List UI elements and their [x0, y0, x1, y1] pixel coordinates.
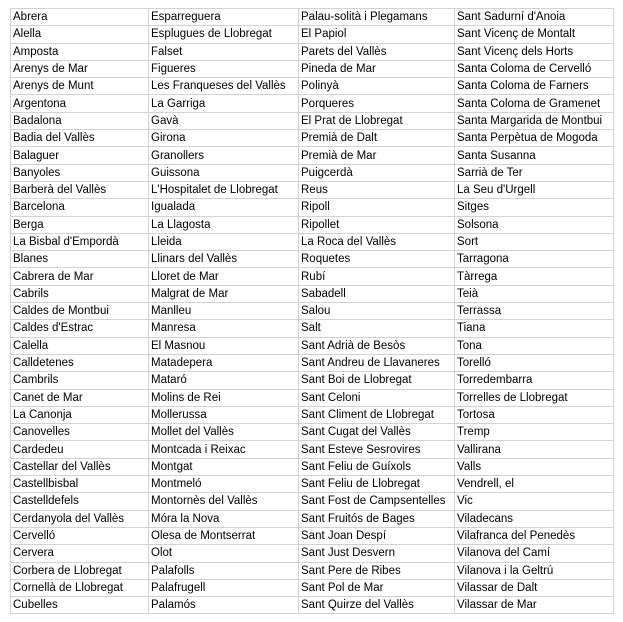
table-row: [11, 441, 614, 458]
table-cell-municipality[interactable]: Premià de Mar: [299, 147, 455, 164]
table-cell-municipality[interactable]: Cervera: [11, 545, 149, 562]
table-cell-municipality[interactable]: L'Hospitalet de Llobregat: [149, 181, 299, 198]
table-cell-municipality[interactable]: Mollet del Vallès: [149, 424, 299, 441]
table-cell-municipality[interactable]: Rubí: [299, 268, 455, 285]
table-cell-municipality[interactable]: Olesa de Montserrat: [149, 527, 299, 544]
table-cell-municipality[interactable]: Sort: [455, 233, 614, 250]
table-row: [11, 285, 614, 302]
table-cell-municipality[interactable]: Cornellà de Llobregat: [11, 579, 149, 596]
table-cell-municipality[interactable]: Olot: [149, 545, 299, 562]
table-row: [11, 545, 614, 562]
table-cell-municipality[interactable]: Sant Andreu de Llavaneres: [299, 354, 455, 371]
table-row: [11, 251, 614, 268]
table-cell-municipality[interactable]: Sant Climent de Llobregat: [299, 406, 455, 423]
table-cell-municipality[interactable]: La Bisbal d'Empordà: [11, 233, 149, 250]
table-cell-municipality[interactable]: Gavà: [149, 112, 299, 129]
table-cell-municipality[interactable]: Castellar del Vallès: [11, 458, 149, 475]
table-cell-municipality[interactable]: Vilassar de Dalt: [455, 579, 614, 596]
table-cell-municipality[interactable]: Torredembarra: [455, 372, 614, 389]
table-cell-municipality[interactable]: Argentona: [11, 95, 149, 112]
table-row: [11, 337, 614, 354]
table-row: [11, 320, 614, 337]
table-cell-municipality[interactable]: Malgrat de Mar: [149, 285, 299, 302]
table-cell-municipality[interactable]: Corbera de Llobregat: [11, 562, 149, 579]
table-cell-municipality[interactable]: Barcelona: [11, 199, 149, 216]
table-cell-municipality[interactable]: Cambrils: [11, 372, 149, 389]
table-cell-municipality[interactable]: Santa Coloma de Gramenet: [455, 95, 614, 112]
table-cell-municipality[interactable]: Sant Sadurní d'Anoia: [455, 9, 614, 26]
table-cell-municipality[interactable]: Montcada i Reixac: [149, 441, 299, 458]
table-cell-municipality[interactable]: Premià de Dalt: [299, 130, 455, 147]
table-cell-municipality[interactable]: Molins de Rei: [149, 389, 299, 406]
table-cell-municipality[interactable]: Sant Vicenç de Montalt: [455, 26, 614, 43]
table-cell-municipality[interactable]: Sant Quirze del Vallès: [299, 597, 455, 614]
table-cell-municipality[interactable]: Arenys de Mar: [11, 60, 149, 77]
table-cell-municipality[interactable]: Igualada: [149, 199, 299, 216]
table-cell-municipality[interactable]: Sant Cugat del Vallès: [299, 424, 455, 441]
table-cell-municipality[interactable]: Matadepera: [149, 354, 299, 371]
table-cell-municipality[interactable]: Vic: [455, 493, 614, 510]
table-cell-municipality[interactable]: Caldes d'Estrac: [11, 320, 149, 337]
table-cell-municipality[interactable]: Tarragona: [455, 251, 614, 268]
table-row: [11, 579, 614, 596]
table-cell-municipality[interactable]: Cabrera de Mar: [11, 268, 149, 285]
table-row: [11, 95, 614, 112]
table-row: [11, 458, 614, 475]
table-cell-municipality[interactable]: Granollers: [149, 147, 299, 164]
table-cell-municipality[interactable]: Solsona: [455, 216, 614, 233]
table-row: [11, 476, 614, 493]
table-cell-municipality[interactable]: Mataró: [149, 372, 299, 389]
table-cell-municipality[interactable]: Sant Fruitós de Bages: [299, 510, 455, 527]
table-cell-municipality[interactable]: Torrelles de Llobregat: [455, 389, 614, 406]
table-row: [11, 562, 614, 579]
table-cell-municipality[interactable]: Polinyà: [299, 78, 455, 95]
municipality-table-container: [10, 8, 614, 614]
table-cell-municipality[interactable]: Montmeló: [149, 476, 299, 493]
table-cell-municipality[interactable]: Sant Feliu de Llobregat: [299, 476, 455, 493]
table-row: [11, 268, 614, 285]
table-cell-municipality[interactable]: Tàrrega: [455, 268, 614, 285]
table-cell-municipality[interactable]: Ripollet: [299, 216, 455, 233]
table-cell-municipality[interactable]: Barberà del Vallès: [11, 181, 149, 198]
table-cell-municipality[interactable]: Salou: [299, 303, 455, 320]
table-cell-municipality[interactable]: Palamós: [149, 597, 299, 614]
table-cell-municipality[interactable]: La Canonja: [11, 406, 149, 423]
table-cell-municipality[interactable]: Amposta: [11, 43, 149, 60]
table-cell-municipality[interactable]: Abrera: [11, 9, 149, 26]
table-cell-municipality[interactable]: Sant Pere de Ribes: [299, 562, 455, 579]
table-cell-municipality[interactable]: Tona: [455, 337, 614, 354]
table-cell-municipality[interactable]: El Prat de Llobregat: [299, 112, 455, 129]
table-cell-municipality[interactable]: Palau-solità i Plegamans: [299, 9, 455, 26]
table-cell-municipality[interactable]: Tiana: [455, 320, 614, 337]
table-cell-municipality[interactable]: Sant Celoni: [299, 389, 455, 406]
table-cell-municipality[interactable]: Sant Adrià de Besòs: [299, 337, 455, 354]
table-cell-municipality[interactable]: Terrassa: [455, 303, 614, 320]
table-cell-municipality[interactable]: Figueres: [149, 60, 299, 77]
table-cell-municipality[interactable]: Palafrugell: [149, 579, 299, 596]
table-cell-municipality[interactable]: Sant Vicenç dels Horts: [455, 43, 614, 60]
table-cell-municipality[interactable]: Santa Coloma de Farners: [455, 78, 614, 95]
table-cell-municipality[interactable]: El Papiol: [299, 26, 455, 43]
table-row: [11, 303, 614, 320]
table-cell-municipality[interactable]: Manlleu: [149, 303, 299, 320]
table-cell-municipality[interactable]: La Garriga: [149, 95, 299, 112]
table-row: [11, 527, 614, 544]
table-row: [11, 233, 614, 250]
table-cell-municipality[interactable]: Cervelló: [11, 527, 149, 544]
table-row: [11, 9, 614, 26]
table-row: [11, 181, 614, 198]
table-cell-municipality[interactable]: Calldetenes: [11, 354, 149, 371]
table-cell-municipality[interactable]: Berga: [11, 216, 149, 233]
table-cell-municipality[interactable]: Porqueres: [299, 95, 455, 112]
table-row: [11, 147, 614, 164]
table-row: [11, 389, 614, 406]
table-cell-municipality[interactable]: Valls: [455, 458, 614, 475]
table-cell-municipality[interactable]: Parets del Vallès: [299, 43, 455, 60]
table-row: [11, 216, 614, 233]
table-cell-municipality[interactable]: Esparreguera: [149, 9, 299, 26]
table-cell-municipality[interactable]: Sant Joan Despí: [299, 527, 455, 544]
table-cell-municipality[interactable]: Salt: [299, 320, 455, 337]
table-cell-municipality[interactable]: Vilassar de Mar: [455, 597, 614, 614]
table-cell-municipality[interactable]: Santa Perpètua de Mogoda: [455, 130, 614, 147]
table-cell-municipality[interactable]: Sant Just Desvern: [299, 545, 455, 562]
table-cell-municipality[interactable]: Esplugues de Llobregat: [149, 26, 299, 43]
table-cell-municipality[interactable]: La Seu d'Urgell: [455, 181, 614, 198]
table-cell-municipality[interactable]: Girona: [149, 130, 299, 147]
table-cell-municipality[interactable]: El Masnou: [149, 337, 299, 354]
table-cell-municipality[interactable]: La Roca del Vallès: [299, 233, 455, 250]
table-cell-municipality[interactable]: Puigcerdà: [299, 164, 455, 181]
table-row: [11, 112, 614, 129]
municipality-table: [10, 8, 614, 614]
table-cell-municipality[interactable]: Tremp: [455, 424, 614, 441]
table-body: [11, 9, 614, 614]
table-cell-municipality[interactable]: Mollerussa: [149, 406, 299, 423]
table-row: [11, 493, 614, 510]
table-cell-municipality[interactable]: Canovelles: [11, 424, 149, 441]
table-row: [11, 43, 614, 60]
table-cell-municipality[interactable]: Banyoles: [11, 164, 149, 181]
table-cell-municipality[interactable]: Blanes: [11, 251, 149, 268]
table-cell-municipality[interactable]: Montornès del Vallès: [149, 493, 299, 510]
table-cell-municipality[interactable]: Badia del Vallès: [11, 130, 149, 147]
table-cell-municipality[interactable]: Lloret de Mar: [149, 268, 299, 285]
table-cell-municipality[interactable]: Vilanova del Camí: [455, 545, 614, 562]
table-row: [11, 199, 614, 216]
table-cell-municipality[interactable]: Vallirana: [455, 441, 614, 458]
table-cell-municipality[interactable]: Vilanova i la Geltrú: [455, 562, 614, 579]
table-cell-municipality[interactable]: Ripoll: [299, 199, 455, 216]
table-cell-municipality[interactable]: Móra la Nova: [149, 510, 299, 527]
table-cell-municipality[interactable]: Calella: [11, 337, 149, 354]
table-cell-municipality[interactable]: Sarrià de Ter: [455, 164, 614, 181]
table-cell-municipality[interactable]: Sant Pol de Mar: [299, 579, 455, 596]
table-cell-municipality[interactable]: Sant Fost de Campsentelles: [299, 493, 455, 510]
table-cell-municipality[interactable]: Sitges: [455, 199, 614, 216]
table-cell-municipality[interactable]: Canet de Mar: [11, 389, 149, 406]
table-cell-municipality[interactable]: Vilafranca del Penedès: [455, 527, 614, 544]
table-cell-municipality[interactable]: Tortosa: [455, 406, 614, 423]
table-row: [11, 424, 614, 441]
table-cell-municipality[interactable]: Roquetes: [299, 251, 455, 268]
table-cell-municipality[interactable]: Castellbisbal: [11, 476, 149, 493]
table-cell-municipality[interactable]: Torelló: [455, 354, 614, 371]
table-row: [11, 26, 614, 43]
table-row: [11, 372, 614, 389]
table-cell-municipality[interactable]: Cerdanyola del Vallès: [11, 510, 149, 527]
table-cell-municipality[interactable]: Cardedeu: [11, 441, 149, 458]
table-cell-municipality[interactable]: Manresa: [149, 320, 299, 337]
table-cell-municipality[interactable]: Teià: [455, 285, 614, 302]
table-cell-municipality[interactable]: Les Franqueses del Vallès: [149, 78, 299, 95]
table-cell-municipality[interactable]: La Llagosta: [149, 216, 299, 233]
table-cell-municipality[interactable]: Montgat: [149, 458, 299, 475]
table-row: [11, 164, 614, 181]
table-cell-municipality[interactable]: Sant Feliu de Guíxols: [299, 458, 455, 475]
table-cell-municipality[interactable]: Pineda de Mar: [299, 60, 455, 77]
table-row: [11, 597, 614, 614]
table-cell-municipality[interactable]: Lleida: [149, 233, 299, 250]
table-cell-municipality[interactable]: Badalona: [11, 112, 149, 129]
table-cell-municipality[interactable]: Balaguer: [11, 147, 149, 164]
table-row: [11, 510, 614, 527]
table-cell-municipality[interactable]: Sabadell: [299, 285, 455, 302]
table-cell-municipality[interactable]: Santa Susanna: [455, 147, 614, 164]
table-cell-municipality[interactable]: Guissona: [149, 164, 299, 181]
table-cell-municipality[interactable]: Santa Margarida de Montbui: [455, 112, 614, 129]
table-row: [11, 60, 614, 77]
table-row: [11, 406, 614, 423]
table-cell-municipality[interactable]: Falset: [149, 43, 299, 60]
table-cell-municipality[interactable]: Arenys de Munt: [11, 78, 149, 95]
table-cell-municipality[interactable]: Llinars del Vallès: [149, 251, 299, 268]
table-cell-municipality[interactable]: Santa Coloma de Cervelló: [455, 60, 614, 77]
table-cell-municipality[interactable]: Cabrils: [11, 285, 149, 302]
table-cell-municipality[interactable]: Castelldefels: [11, 493, 149, 510]
table-cell-municipality[interactable]: Cubelles: [11, 597, 149, 614]
table-cell-municipality[interactable]: Vendrell, el: [455, 476, 614, 493]
table-row: [11, 354, 614, 371]
table-cell-municipality[interactable]: Sant Esteve Sesrovires: [299, 441, 455, 458]
table-cell-municipality[interactable]: Caldes de Montbui: [11, 303, 149, 320]
table-cell-municipality[interactable]: Alella: [11, 26, 149, 43]
table-cell-municipality[interactable]: Sant Boi de Llobregat: [299, 372, 455, 389]
table-row: [11, 130, 614, 147]
table-cell-municipality[interactable]: Viladecans: [455, 510, 614, 527]
table-row: [11, 78, 614, 95]
table-cell-municipality[interactable]: Reus: [299, 181, 455, 198]
table-cell-municipality[interactable]: Palafolls: [149, 562, 299, 579]
